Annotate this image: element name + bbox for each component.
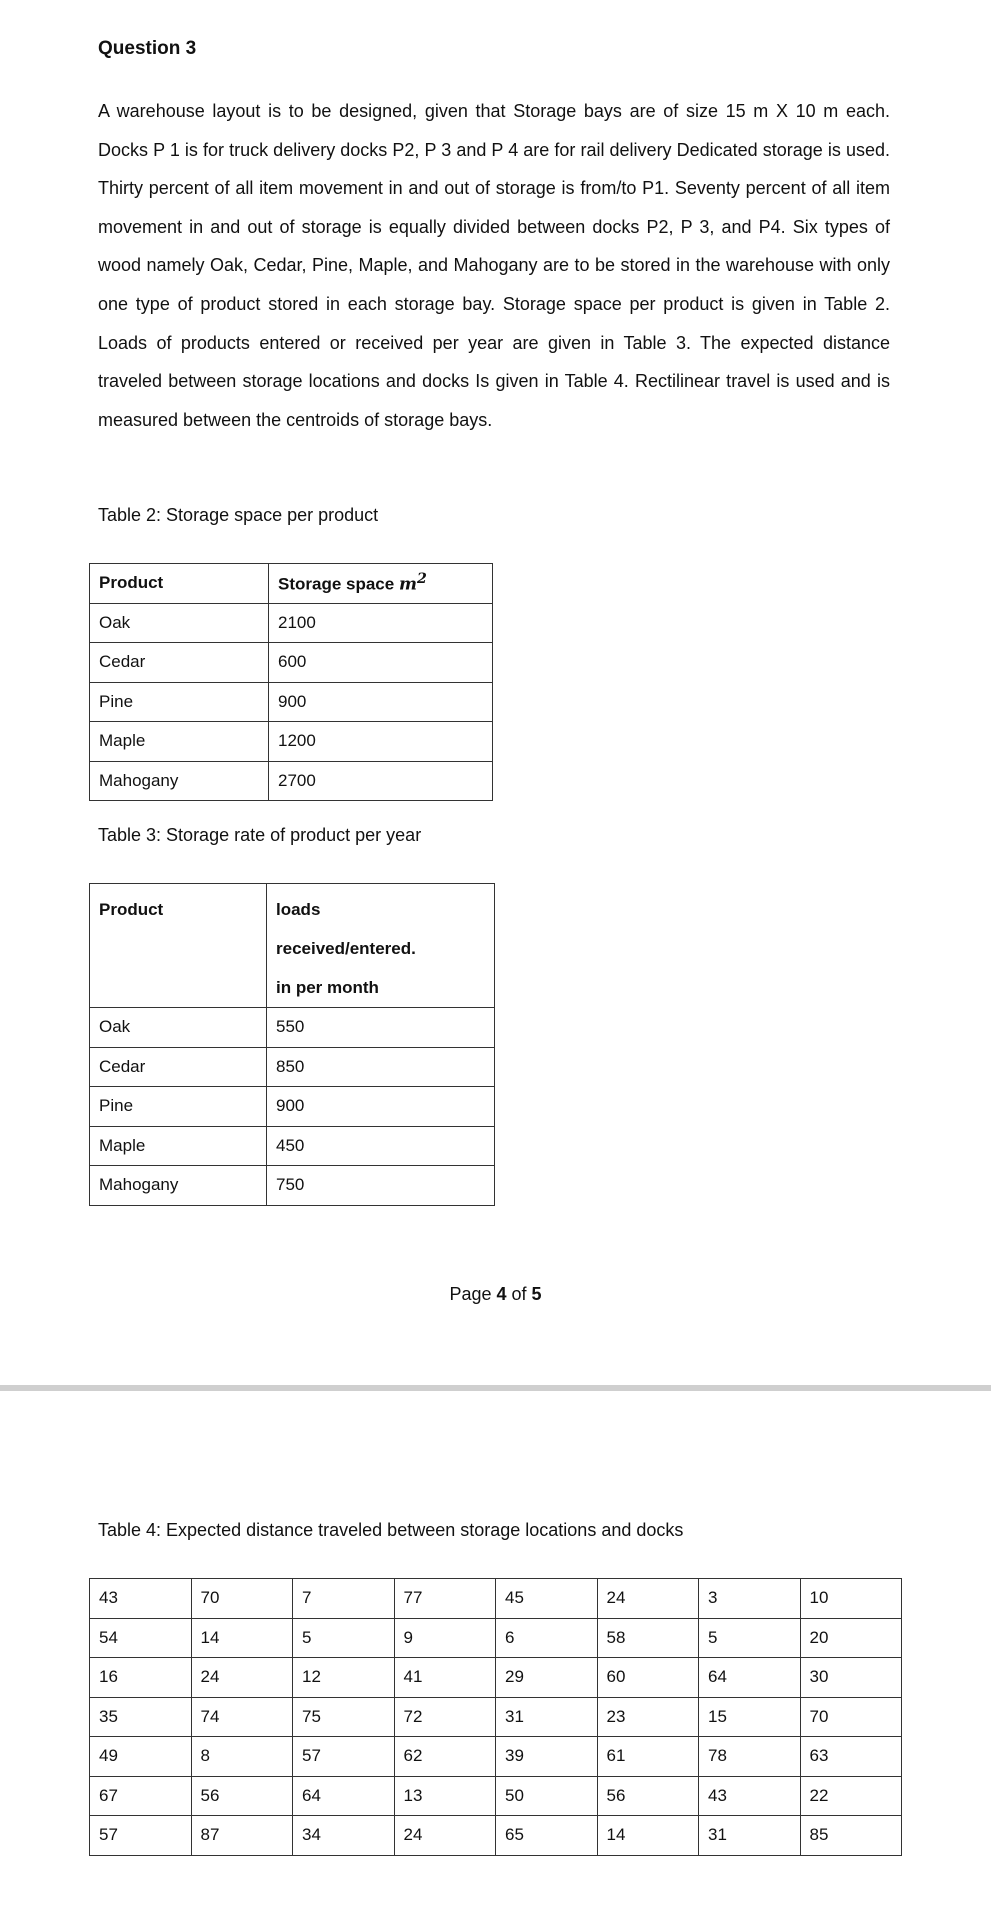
table3-value-cell: 450 bbox=[267, 1126, 495, 1166]
distance-cell: 5 bbox=[293, 1618, 395, 1658]
distance-cell: 65 bbox=[496, 1816, 598, 1856]
distance-cell: 14 bbox=[191, 1618, 293, 1658]
table3-value-cell: 850 bbox=[267, 1047, 495, 1087]
distance-cell: 29 bbox=[496, 1658, 598, 1698]
distance-cell: 67 bbox=[90, 1776, 192, 1816]
problem-statement: A warehouse layout is to be designed, given that Storage bays are of size 15 m X 10 m each. Docks P 1 is for truck delivery docks P2, P 3 and P 4 are for rail delivery Dedicated storage is used. Thirty percent of all item movement in and out of storage is from/to P1. Seventy percent of all item movement in and out of storage is equally divided between docks P2, P 3, and P4. Six types of wood namely Oak, Cedar, Pine, Maple, and Mahogany are to be stored in the warehouse with only one type of product stored in each storage bay. Storage space per product is given in Table 2. Loads of products entered or received per year are given in Table 3. The expected distance traveled between storage locations and docks Is given in Table 4. Rectilinear travel is used and is measured between the centroids of storage bays. bbox=[98, 101, 890, 430]
table-row bbox=[90, 1776, 902, 1816]
table2-value-cell: 600 bbox=[269, 643, 493, 683]
distance-cell: 34 bbox=[293, 1816, 395, 1856]
table3-value-cell: 750 bbox=[267, 1166, 495, 1206]
distance-cell: 49 bbox=[90, 1737, 192, 1777]
table2-value-cell: 1200 bbox=[269, 722, 493, 762]
table3-value-cell: 900 bbox=[267, 1087, 495, 1127]
table3-header-product: Product bbox=[90, 884, 267, 1008]
distance-cell: 3 bbox=[699, 1579, 801, 1619]
table-row bbox=[90, 1579, 902, 1619]
storage-space-table bbox=[89, 563, 493, 801]
distance-cell: 8 bbox=[191, 1737, 293, 1777]
table2-product-cell: Pine bbox=[90, 682, 269, 722]
distance-cell: 57 bbox=[90, 1816, 192, 1856]
table3-product-cell: Cedar bbox=[90, 1047, 267, 1087]
distance-cell: 77 bbox=[394, 1579, 496, 1619]
distance-cell: 23 bbox=[597, 1697, 699, 1737]
distance-cell: 57 bbox=[293, 1737, 395, 1777]
distance-cell: 31 bbox=[699, 1816, 801, 1856]
distance-cell: 22 bbox=[800, 1776, 902, 1816]
distance-cell: 56 bbox=[597, 1776, 699, 1816]
distance-cell: 43 bbox=[699, 1776, 801, 1816]
distance-cell: 6 bbox=[496, 1618, 598, 1658]
distance-cell: 64 bbox=[293, 1776, 395, 1816]
distance-cell: 72 bbox=[394, 1697, 496, 1737]
table-row bbox=[90, 1697, 902, 1737]
distance-table bbox=[89, 1578, 902, 1856]
table3-product-cell: Mahogany bbox=[90, 1166, 267, 1206]
distance-cell: 14 bbox=[597, 1816, 699, 1856]
distance-cell: 24 bbox=[394, 1816, 496, 1856]
distance-cell: 20 bbox=[800, 1618, 902, 1658]
table-row bbox=[90, 1008, 495, 1048]
table2-caption: Table 2: Storage space per product bbox=[98, 505, 379, 525]
distance-cell: 63 bbox=[800, 1737, 902, 1777]
distance-cell: 7 bbox=[293, 1579, 395, 1619]
question-title: Question 3 bbox=[98, 38, 197, 59]
table2-header-product: Product bbox=[90, 564, 269, 604]
distance-cell: 70 bbox=[191, 1579, 293, 1619]
distance-cell: 31 bbox=[496, 1697, 598, 1737]
distance-cell: 24 bbox=[597, 1579, 699, 1619]
distance-cell: 70 bbox=[800, 1697, 902, 1737]
table-row bbox=[90, 1737, 902, 1777]
table3-header-loads: loads received/entered. in per month bbox=[267, 884, 495, 1008]
table4-caption: Table 4: Expected distance traveled between storage locations and docks bbox=[98, 1520, 684, 1540]
table-row bbox=[90, 1047, 495, 1087]
distance-cell: 75 bbox=[293, 1697, 395, 1737]
table-row bbox=[90, 1658, 902, 1698]
distance-cell: 50 bbox=[496, 1776, 598, 1816]
distance-cell: 74 bbox=[191, 1697, 293, 1737]
distance-cell: 78 bbox=[699, 1737, 801, 1777]
table2-product-cell: Oak bbox=[90, 603, 269, 643]
distance-cell: 24 bbox=[191, 1658, 293, 1698]
distance-cell: 43 bbox=[90, 1579, 192, 1619]
table2-product-cell: Maple bbox=[90, 722, 269, 762]
storage-rate-table bbox=[89, 883, 495, 1206]
table-row bbox=[90, 682, 493, 722]
table-row bbox=[90, 1126, 495, 1166]
table3-product-cell: Oak bbox=[90, 1008, 267, 1048]
table-row bbox=[90, 1618, 902, 1658]
table3-product-cell: Maple bbox=[90, 1126, 267, 1166]
table-row bbox=[90, 1816, 902, 1856]
distance-cell: 45 bbox=[496, 1579, 598, 1619]
table3-value-cell: 550 bbox=[267, 1008, 495, 1048]
table-row bbox=[90, 722, 493, 762]
distance-cell: 85 bbox=[800, 1816, 902, 1856]
distance-cell: 16 bbox=[90, 1658, 192, 1698]
distance-cell: 9 bbox=[394, 1618, 496, 1658]
table2-value-cell: 900 bbox=[269, 682, 493, 722]
distance-cell: 39 bbox=[496, 1737, 598, 1777]
page-number: Page 4 of 5 bbox=[449, 1284, 542, 1304]
table3-caption: Table 3: Storage rate of product per year bbox=[98, 825, 422, 845]
table2-header-space: Storage space $m^2$ bbox=[269, 564, 493, 604]
distance-cell: 58 bbox=[597, 1618, 699, 1658]
distance-cell: 10 bbox=[800, 1579, 902, 1619]
distance-cell: 13 bbox=[394, 1776, 496, 1816]
distance-cell: 60 bbox=[597, 1658, 699, 1698]
distance-cell: 56 bbox=[191, 1776, 293, 1816]
table-row bbox=[90, 603, 493, 643]
table-row bbox=[90, 1087, 495, 1127]
distance-cell: 5 bbox=[699, 1618, 801, 1658]
table2-product-cell: Mahogany bbox=[90, 761, 269, 801]
distance-cell: 41 bbox=[394, 1658, 496, 1698]
distance-cell: 61 bbox=[597, 1737, 699, 1777]
table2-value-cell: 2700 bbox=[269, 761, 493, 801]
distance-cell: 64 bbox=[699, 1658, 801, 1698]
distance-cell: 35 bbox=[90, 1697, 192, 1737]
distance-cell: 87 bbox=[191, 1816, 293, 1856]
distance-cell: 54 bbox=[90, 1618, 192, 1658]
table3-product-cell: Pine bbox=[90, 1087, 267, 1127]
table-row bbox=[90, 1166, 495, 1206]
table2-value-cell: 2100 bbox=[269, 603, 493, 643]
table-row bbox=[90, 643, 493, 683]
distance-cell: 30 bbox=[800, 1658, 902, 1698]
table-row bbox=[90, 761, 493, 801]
distance-cell: 15 bbox=[699, 1697, 801, 1737]
distance-cell: 12 bbox=[293, 1658, 395, 1698]
table2-product-cell: Cedar bbox=[90, 643, 269, 683]
distance-cell: 62 bbox=[394, 1737, 496, 1777]
